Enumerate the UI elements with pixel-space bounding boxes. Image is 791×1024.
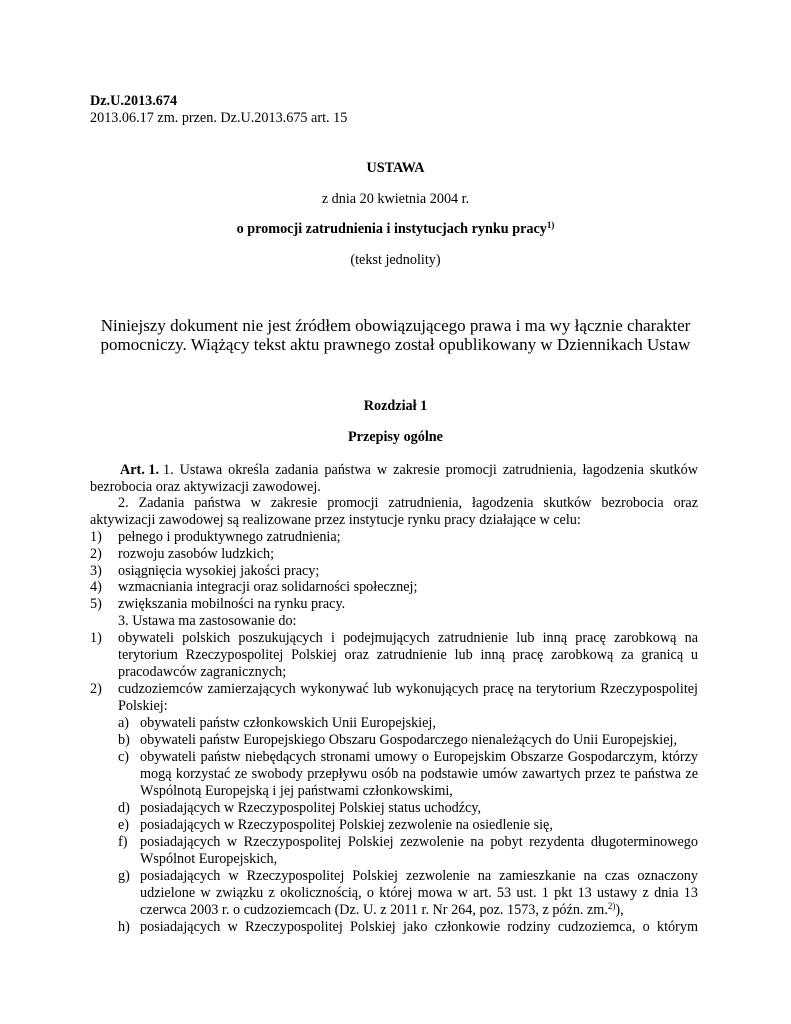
subitem-line: obywateli państw niebędących stronami umowy o Europejskim Obszarze Gospodarczym, którzy bbox=[140, 749, 698, 765]
disclaimer-line-1: Niniejszy dokument nie jest źródłem obowiązującego prawa i ma wy łącznie charakter bbox=[100, 316, 691, 335]
subitem-letter: g) bbox=[118, 868, 130, 884]
goal-text: pełnego i produktywnego zatrudnienia; bbox=[118, 529, 341, 545]
art1-para2-line2: aktywizacji zawodowej są realizowane przez instytucje rynku pracy działające w celu: bbox=[90, 512, 581, 528]
art1-para3: 3. Ustawa ma zastosowanie do: bbox=[118, 613, 297, 629]
chapter-number: Rozdział 1 bbox=[363, 398, 428, 414]
subitem-line: posiadających w Rzeczypospolitej Polskiej zezwolenie na zamieszkanie na czas oznaczony bbox=[140, 868, 698, 884]
goal-text: rozwoju zasobów ludzkich; bbox=[118, 546, 275, 562]
act-subject-text: o promocji zatrudnienia i instytucjach rynku pracy bbox=[236, 221, 547, 237]
scope-number: 1) bbox=[90, 630, 102, 646]
goal-number: 5) bbox=[90, 596, 102, 612]
art1-para1-line1: 1. Ustawa określa zadania państwa w zakresie promocji zatrudnienia, łagodzenia skutków bbox=[163, 462, 698, 478]
subitem-line: posiadających w Rzeczypospolitej Polskiej jako członkowie rodziny cudzoziemca, o którym bbox=[140, 919, 698, 935]
subitem-line bbox=[140, 902, 624, 919]
subitem-letter: a) bbox=[118, 715, 130, 731]
goal-number: 1) bbox=[90, 529, 102, 545]
subitem-line: obywateli państw członkowskich Unii Europejskiej, bbox=[140, 715, 436, 731]
subitem-line: Wspólnotą Europejską i jej państwami członkowskimi, bbox=[140, 783, 453, 799]
subitem-line: Wspólnot Europejskich, bbox=[140, 851, 278, 867]
article-label: Art. 1. bbox=[120, 462, 160, 478]
subitem-line: mogą korzystać ze swobody przepływu osób na podstawie umów zawartych przez te państwa ze bbox=[140, 766, 698, 782]
subitem-letter: h) bbox=[118, 919, 130, 935]
footnote-ref: 2) bbox=[607, 901, 616, 911]
scope-line: obywateli polskich poszukujących i podejmujących zatrudnienie lub inną pracę zarobkową na bbox=[118, 630, 698, 646]
goal-number: 3) bbox=[90, 563, 102, 579]
subitem-letter: d) bbox=[118, 800, 130, 816]
art1-para1-line2: bezrobocia oraz aktywizacji zawodowej. bbox=[90, 479, 321, 495]
subitem-line: obywateli państw Europejskiego Obszaru Gospodarczego nienależących do Unii Europejskiej, bbox=[140, 732, 677, 748]
goal-number: 2) bbox=[90, 546, 102, 562]
subitem-line: posiadających w Rzeczypospolitej Polskiej status uchodźcy, bbox=[140, 800, 482, 816]
consolidated-text-note: (tekst jednolity) bbox=[350, 252, 441, 268]
subitem-line-text: czerwca 2003 r. o cudzoziemcach (Dz. U. z 2011 r. Nr 264, poz. 1573, z późn. zm. bbox=[140, 902, 608, 918]
subitem-letter: b) bbox=[118, 732, 130, 748]
scope-number: 2) bbox=[90, 681, 102, 697]
art1-para2-line1: 2. Zadania państwa w zakresie promocji zatrudnienia, łagodzenia skutków bezrobocia oraz bbox=[118, 495, 698, 511]
subitem-letter: c) bbox=[118, 749, 130, 765]
subitem-line: posiadających w Rzeczypospolitej Polskiej zezwolenie na pobyt rezydenta długoterminowego bbox=[140, 834, 698, 850]
goal-text: zwiększania mobilności na rynku pracy. bbox=[118, 596, 346, 612]
amendment-note: 2013.06.17 zm. przen. Dz.U.2013.675 art. 15 bbox=[90, 110, 348, 126]
goal-number: 4) bbox=[90, 579, 102, 595]
disclaimer-line-2: pomocniczy. Wiążący tekst aktu prawnego został opublikowany w Dziennikach Ustaw bbox=[100, 335, 691, 354]
chapter-name: Przepisy ogólne bbox=[348, 429, 443, 445]
scope-line: terytorium Rzeczypospolitej Polskiej oraz zatrudnienie lub inną pracę zarobkową za granicą u bbox=[118, 647, 698, 663]
goal-text: osiągnięcia wysokiej jakości pracy; bbox=[118, 563, 320, 579]
subitem-letter: f) bbox=[118, 834, 128, 850]
subitem-letter: e) bbox=[118, 817, 130, 833]
act-title: USTAWA bbox=[366, 160, 425, 176]
goal-text: wzmacniania integracji oraz solidarności społecznej; bbox=[118, 579, 418, 595]
scope-line: cudzoziemców zamierzających wykonywać lub wykonujących pracę na terytorium Rzeczypospolitej bbox=[118, 681, 698, 697]
scope-line: pracodawców zagranicznych; bbox=[118, 664, 287, 680]
subitem-line-tail: ), bbox=[615, 902, 624, 918]
scope-line: Polskiej: bbox=[118, 698, 168, 714]
act-date: z dnia 20 kwietnia 2004 r. bbox=[321, 191, 470, 207]
document-id: Dz.U.2013.674 bbox=[90, 93, 178, 109]
footnote-ref: 1) bbox=[546, 220, 555, 230]
act-subject bbox=[0, 221, 791, 238]
subitem-line: posiadających w Rzeczypospolitej Polskiej zezwolenie na osiedlenie się, bbox=[140, 817, 553, 833]
subitem-line: udzielone w związku z okolicznością, o której mowa w art. 53 ust. 1 pkt 13 ustawy z dnia 13 bbox=[140, 885, 698, 901]
